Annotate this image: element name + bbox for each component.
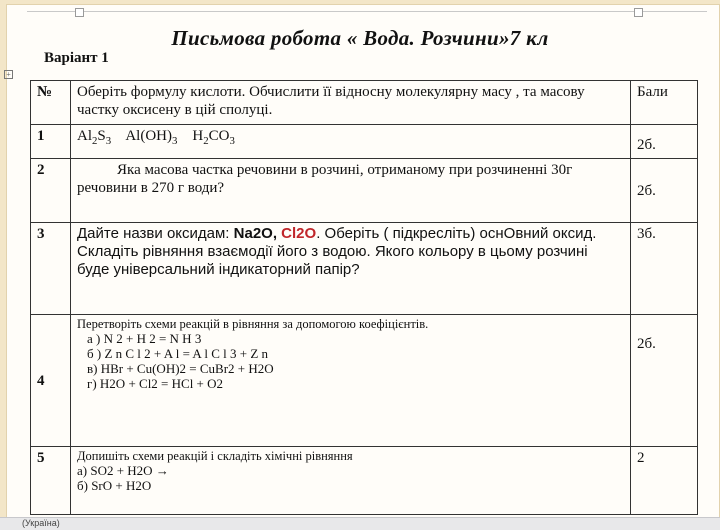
formula-h2co3: $H_2CO_3$ bbox=[192, 128, 235, 147]
row-2-task bbox=[71, 159, 631, 223]
scheme-d: г) H2O + Cl2 = HCl + O2 bbox=[87, 376, 224, 391]
document-title: Письмова робота « Вода. Розчини»7 кл bbox=[171, 26, 549, 50]
row-5-task-text: Допишіть схеми реакцій і складіть хімічні рівняння bbox=[77, 449, 353, 463]
table-row bbox=[31, 125, 698, 159]
row-1-formulas bbox=[71, 125, 631, 159]
oxide-separator: , bbox=[272, 225, 282, 242]
formula-al2s3: $Al_2S_3$ bbox=[77, 128, 112, 147]
status-language[interactable]: (Україна) bbox=[22, 518, 60, 528]
row-4-task-text: Перетворіть схеми реакцій в рівняння за допомогою коефіцієнтів. bbox=[77, 317, 429, 331]
scheme-a: а) SO2 + H2O → bbox=[77, 463, 169, 478]
row-4-task bbox=[71, 315, 631, 447]
scheme-a: а ) N 2 + H 2 = N H 3 bbox=[87, 331, 202, 346]
header-task bbox=[71, 81, 631, 125]
oxide-cl2o: Cl2O bbox=[281, 225, 317, 242]
row-num: 3 bbox=[31, 223, 71, 315]
row-3-task-rest: . Оберіть ( підкресліть) оснОвний оксид. Складіть рівняння взаємодії його з водою. Якого кольору в цьому розчині буде універсальний індикаторний папір? bbox=[77, 225, 597, 278]
row-points: 2б. bbox=[631, 315, 698, 447]
table-row bbox=[31, 315, 698, 447]
row-3-task-prefix: Дайте назви оксидам: bbox=[77, 225, 234, 242]
row-num: 1 bbox=[31, 125, 71, 159]
ruler-marker-left[interactable] bbox=[75, 8, 84, 17]
scheme-b: б ) Z n C l 2 + A l = A l C l 3 + Z n bbox=[87, 346, 269, 361]
row-2-task-text: Яка масова частка речовини в розчині, отриманому при розчиненні 30г речовини в 270 г води? bbox=[77, 162, 573, 196]
row-num: 4 bbox=[31, 315, 71, 447]
header-num: № bbox=[31, 81, 71, 125]
table-move-handle-icon[interactable]: + bbox=[4, 70, 13, 79]
scheme-b: б) SrO + H2O bbox=[77, 478, 152, 493]
row-5-task bbox=[71, 447, 631, 515]
formula-al-oh3: $Al(OH)_3$ bbox=[125, 128, 178, 147]
row-points: 2 bbox=[631, 447, 698, 515]
table-row bbox=[31, 159, 698, 223]
status-bar bbox=[0, 517, 720, 530]
table-row bbox=[31, 447, 698, 515]
row-points: 2б. bbox=[631, 125, 698, 159]
variant-label: Варіант 1 bbox=[44, 50, 109, 66]
row-3-task bbox=[71, 223, 631, 315]
ruler-marker-right[interactable] bbox=[634, 8, 643, 17]
oxide-na2o: Na2O bbox=[233, 225, 273, 242]
row-num: 2 bbox=[31, 159, 71, 223]
scheme-c: в) HBr + Cu(OH)2 = CuBr2 + H2O bbox=[87, 361, 274, 376]
task-table bbox=[30, 80, 698, 515]
header-points: Бали bbox=[631, 81, 698, 125]
header-task-text: Оберіть формулу кислоти. Обчислити її відносну молекулярну масу , та масову частку оксисену в цій сполуці. bbox=[77, 84, 585, 118]
row-points: 2б. bbox=[631, 159, 698, 223]
row-num: 5 bbox=[31, 447, 71, 515]
row-points: 3б. bbox=[631, 223, 698, 315]
table-row bbox=[31, 223, 698, 315]
page-ruler bbox=[27, 11, 707, 16]
table-header-row bbox=[31, 81, 698, 125]
